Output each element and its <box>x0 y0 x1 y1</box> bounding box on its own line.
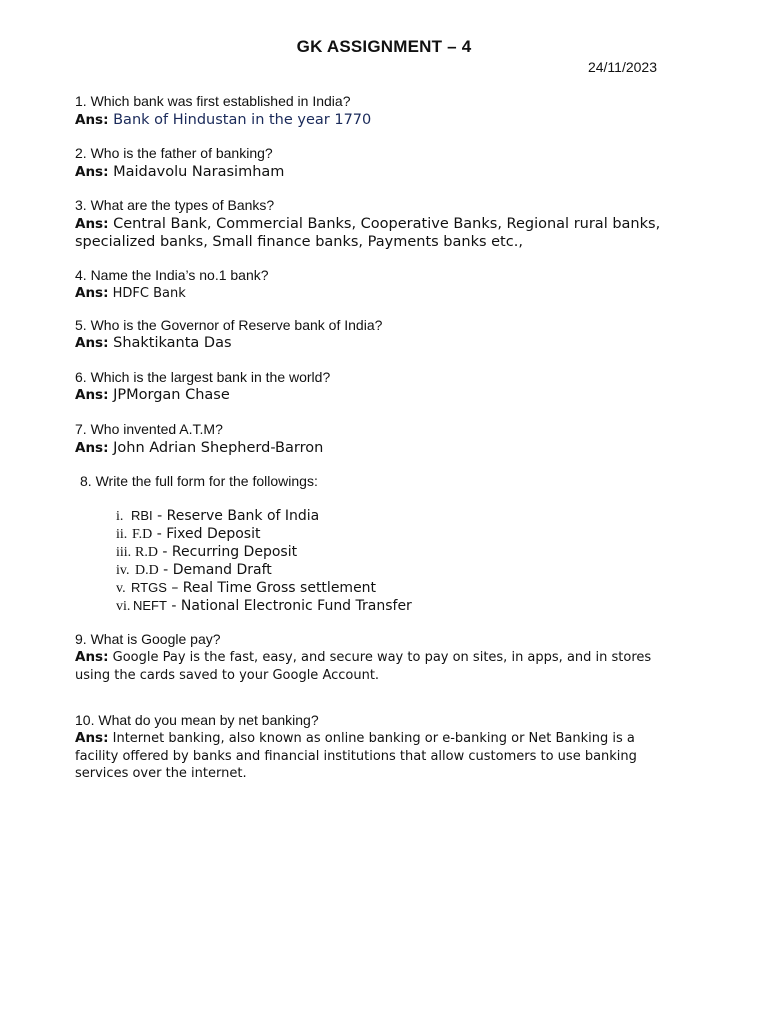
full-form: National Electronic Fund Transfer <box>180 598 412 614</box>
abbreviation: R.D <box>135 545 158 560</box>
full-form: Real Time Gross settlement <box>182 580 377 596</box>
page-title: GK ASSIGNMENT – 4 <box>296 37 472 56</box>
separator: - <box>166 598 181 614</box>
full-form: Demand Draft <box>172 562 272 578</box>
answer-label: Ans: <box>75 730 109 746</box>
question-5: 5. Who is the Governor of Reserve bank of India? <box>75 317 383 333</box>
answer-label: Ans: <box>75 216 109 232</box>
answer-label: Ans: <box>75 164 109 180</box>
answer-label: Ans: <box>75 440 109 456</box>
answer-1 <box>75 111 675 129</box>
answer-4-text: HDFC Bank <box>112 286 186 301</box>
question-9: 9. What is Google pay? <box>75 631 221 647</box>
separator: - <box>158 562 173 578</box>
answer-7-text: John Adrian Shepherd-Barron <box>113 440 324 456</box>
answer-label: Ans: <box>75 112 109 128</box>
answer-label: Ans: <box>75 335 109 351</box>
answer-6-text: JPMorgan Chase <box>113 387 230 403</box>
assignment-date: 24/11/2023 <box>587 59 657 75</box>
answer-9 <box>75 649 665 684</box>
list-item <box>116 561 412 579</box>
answer-5 <box>75 334 675 352</box>
answer-label: Ans: <box>75 649 109 665</box>
separator: - <box>152 526 167 542</box>
question-6: 6. Which is the largest bank in the world? <box>75 369 331 385</box>
question-10: 10. What do you mean by net banking? <box>75 712 319 728</box>
list-item <box>116 543 412 561</box>
answer-6 <box>75 386 675 404</box>
question-3: 3. What are the types of Banks? <box>75 197 275 213</box>
answer-3-text: Central Bank, Commercial Banks, Cooperative Banks, Regional rural banks, specialized banks, Small finance banks, Payments banks etc., <box>75 216 661 250</box>
list-number: iv. <box>116 563 130 578</box>
abbreviation: NEFT <box>133 598 167 613</box>
answer-9-text: Google Pay is the fast, easy, and secure way to pay on sites, in apps, and in stores using the cards saved to your Google Account. <box>75 650 652 683</box>
abbreviation: D.D <box>135 563 159 578</box>
list-number: vi. <box>116 599 131 614</box>
question-4: 4. Name the India’s no.1 bank? <box>75 267 269 283</box>
full-form: Fixed Deposit <box>166 526 261 542</box>
abbreviation: F.D <box>132 527 153 542</box>
list-item <box>116 597 412 615</box>
full-form-list <box>116 507 412 615</box>
list-item <box>116 579 412 597</box>
separator: – <box>166 580 183 596</box>
separator: - <box>152 508 167 524</box>
answer-3 <box>75 215 685 251</box>
full-form: Reserve Bank of India <box>166 508 320 524</box>
answer-7 <box>75 439 675 457</box>
abbreviation: RBI <box>131 508 153 523</box>
list-number: i. <box>116 509 124 524</box>
list-item <box>116 525 412 543</box>
answer-2-text: Maidavolu Narasimham <box>113 164 285 180</box>
list-number: ii. <box>116 527 128 542</box>
question-8: 8. Write the full form for the followings: <box>80 473 318 489</box>
separator: - <box>157 544 172 560</box>
answer-label: Ans: <box>75 285 109 301</box>
question-1: 1. Which bank was first established in India? <box>75 93 351 109</box>
answer-label: Ans: <box>75 387 109 403</box>
list-item <box>116 507 412 525</box>
question-2: 2. Who is the father of banking? <box>75 145 273 161</box>
answer-1-text: Bank of Hindustan in the year 1770 <box>113 112 372 128</box>
answer-10 <box>75 730 655 783</box>
full-form: Recurring Deposit <box>171 544 298 560</box>
answer-4 <box>75 285 675 303</box>
answer-5-text: Shaktikanta Das <box>113 335 232 351</box>
answer-2 <box>75 163 675 181</box>
list-number: iii. <box>116 545 132 560</box>
question-7: 7. Who invented A.T.M? <box>75 421 223 437</box>
abbreviation: RTGS <box>131 580 167 595</box>
list-number: v. <box>116 581 126 596</box>
answer-10-text: Internet banking, also known as online banking or e-banking or Net Banking is a facility offered by banks and financial institutions that allow customers to use banking services over the internet. <box>75 731 637 781</box>
